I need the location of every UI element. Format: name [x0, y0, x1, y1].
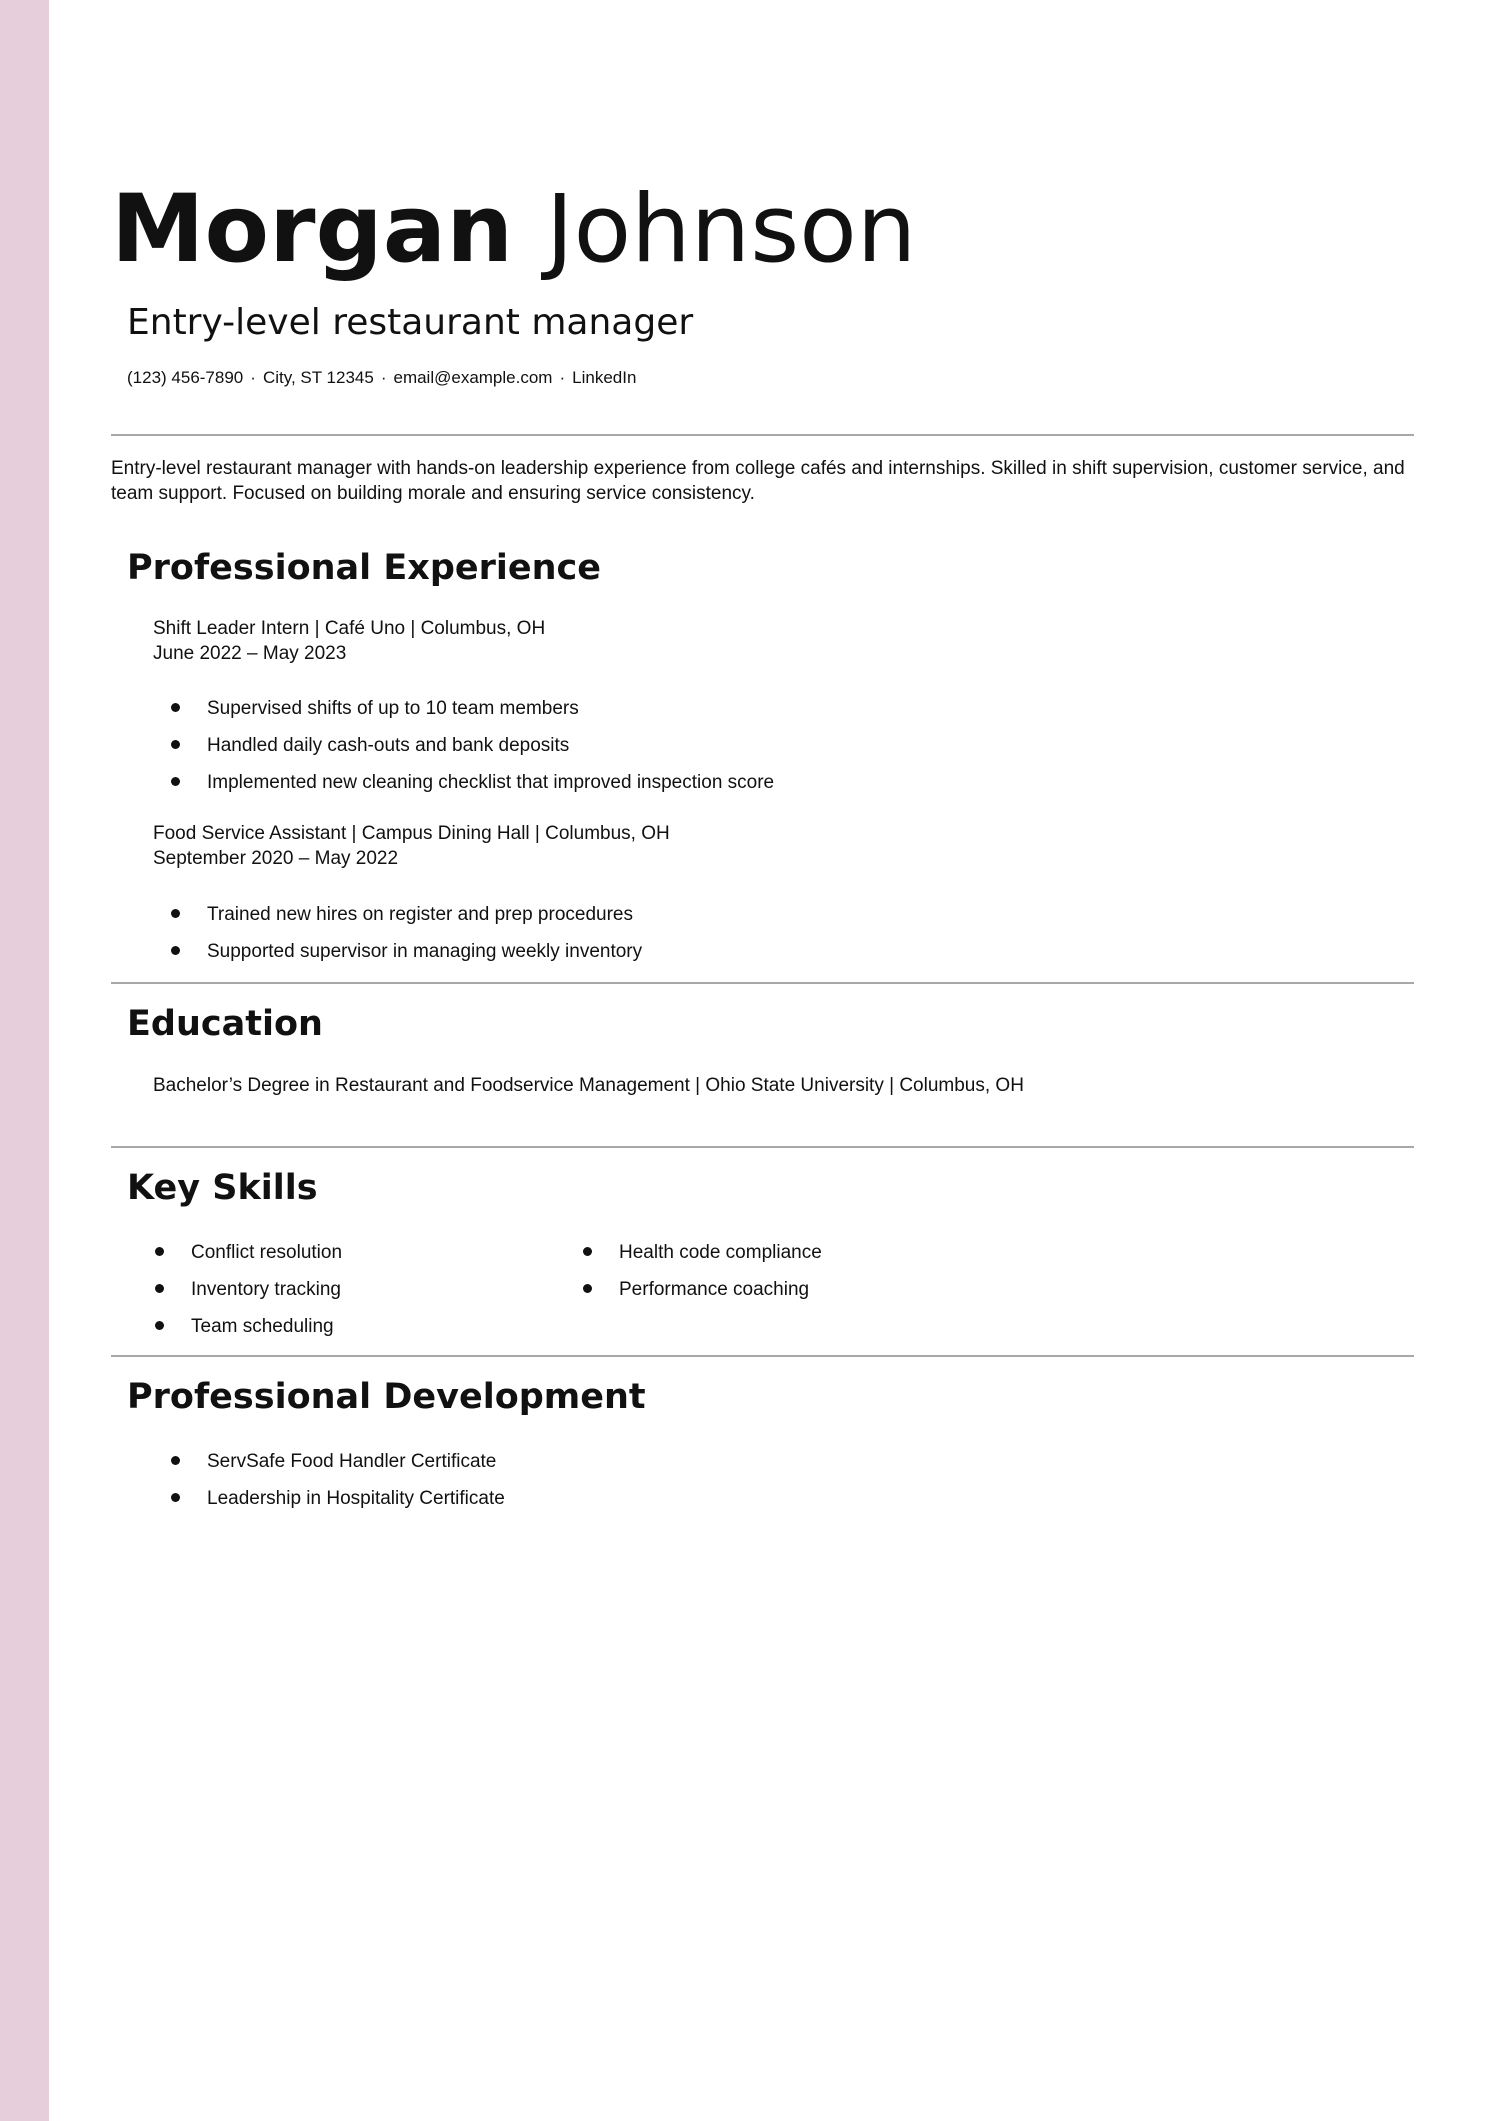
list-item: Implemented new cleaning checklist that improved inspection score — [111, 764, 774, 801]
side-accent-stripe — [0, 0, 49, 2121]
job-header — [153, 616, 545, 666]
contact-separator: · — [250, 368, 256, 387]
last-name: Johnson — [545, 175, 917, 284]
list-item: Supported supervisor in managing weekly inventory — [111, 933, 642, 970]
job-bullets — [111, 690, 774, 801]
first-name: Morgan — [111, 175, 514, 284]
contact-location: City, ST 12345 — [262, 368, 374, 387]
skills-heading: Key Skills — [127, 1168, 318, 1208]
skill-item: Conflict resolution — [111, 1234, 342, 1271]
development-heading: Professional Development — [127, 1377, 646, 1417]
list-item: Leadership in Hospitality Certificate — [111, 1480, 505, 1517]
contact-separator: · — [380, 368, 387, 387]
list-item: ServSafe Food Handler Certificate — [111, 1443, 505, 1480]
skills-column-1 — [111, 1234, 342, 1345]
list-item: Trained new hires on register and prep procedures — [111, 896, 642, 933]
skill-item: Team scheduling — [111, 1308, 342, 1345]
experience-heading: Professional Experience — [127, 548, 602, 588]
job-dates: June 2022 – May 2023 — [153, 643, 347, 664]
job-bullets — [111, 896, 642, 970]
divider — [111, 982, 1414, 984]
skill-item: Performance coaching — [539, 1271, 822, 1308]
contact-linkedin-link[interactable]: LinkedIn — [572, 368, 637, 387]
education-entry: Bachelor’s Degree in Restaurant and Foodservice Management | Ohio State University | Columbus, OH — [153, 1075, 1024, 1096]
list-item: Handled daily cash-outs and bank deposits — [111, 727, 774, 764]
job-dates: September 2020 – May 2022 — [153, 848, 399, 869]
development-list — [111, 1443, 505, 1517]
skills-column-2 — [539, 1234, 822, 1308]
contact-phone: (123) 456-7890 — [127, 368, 244, 387]
professional-summary: Entry-level restaurant manager with hands-on leadership experience from college cafés and internships. Skilled in shift supervision, customer service, and team support. Focused on building morale and ensuring service consistency. — [111, 458, 1405, 504]
divider — [111, 434, 1414, 436]
divider — [111, 1146, 1414, 1148]
list-item: Supervised shifts of up to 10 team members — [111, 690, 774, 727]
job-title-line: Shift Leader Intern | Café Uno | Columbus, OH — [153, 618, 546, 639]
job-header — [153, 821, 670, 871]
contact-email[interactable]: email@example.com — [393, 368, 553, 387]
education-heading: Education — [127, 1004, 323, 1044]
job-title: Entry-level restaurant manager — [127, 302, 694, 343]
skill-item: Health code compliance — [539, 1234, 822, 1271]
contact-line — [127, 366, 636, 390]
job-title-line: Food Service Assistant | Campus Dining Hall | Columbus, OH — [153, 823, 670, 844]
candidate-name — [111, 170, 916, 290]
contact-separator: · — [559, 368, 566, 387]
divider — [111, 1355, 1414, 1357]
skill-item: Inventory tracking — [111, 1271, 342, 1308]
